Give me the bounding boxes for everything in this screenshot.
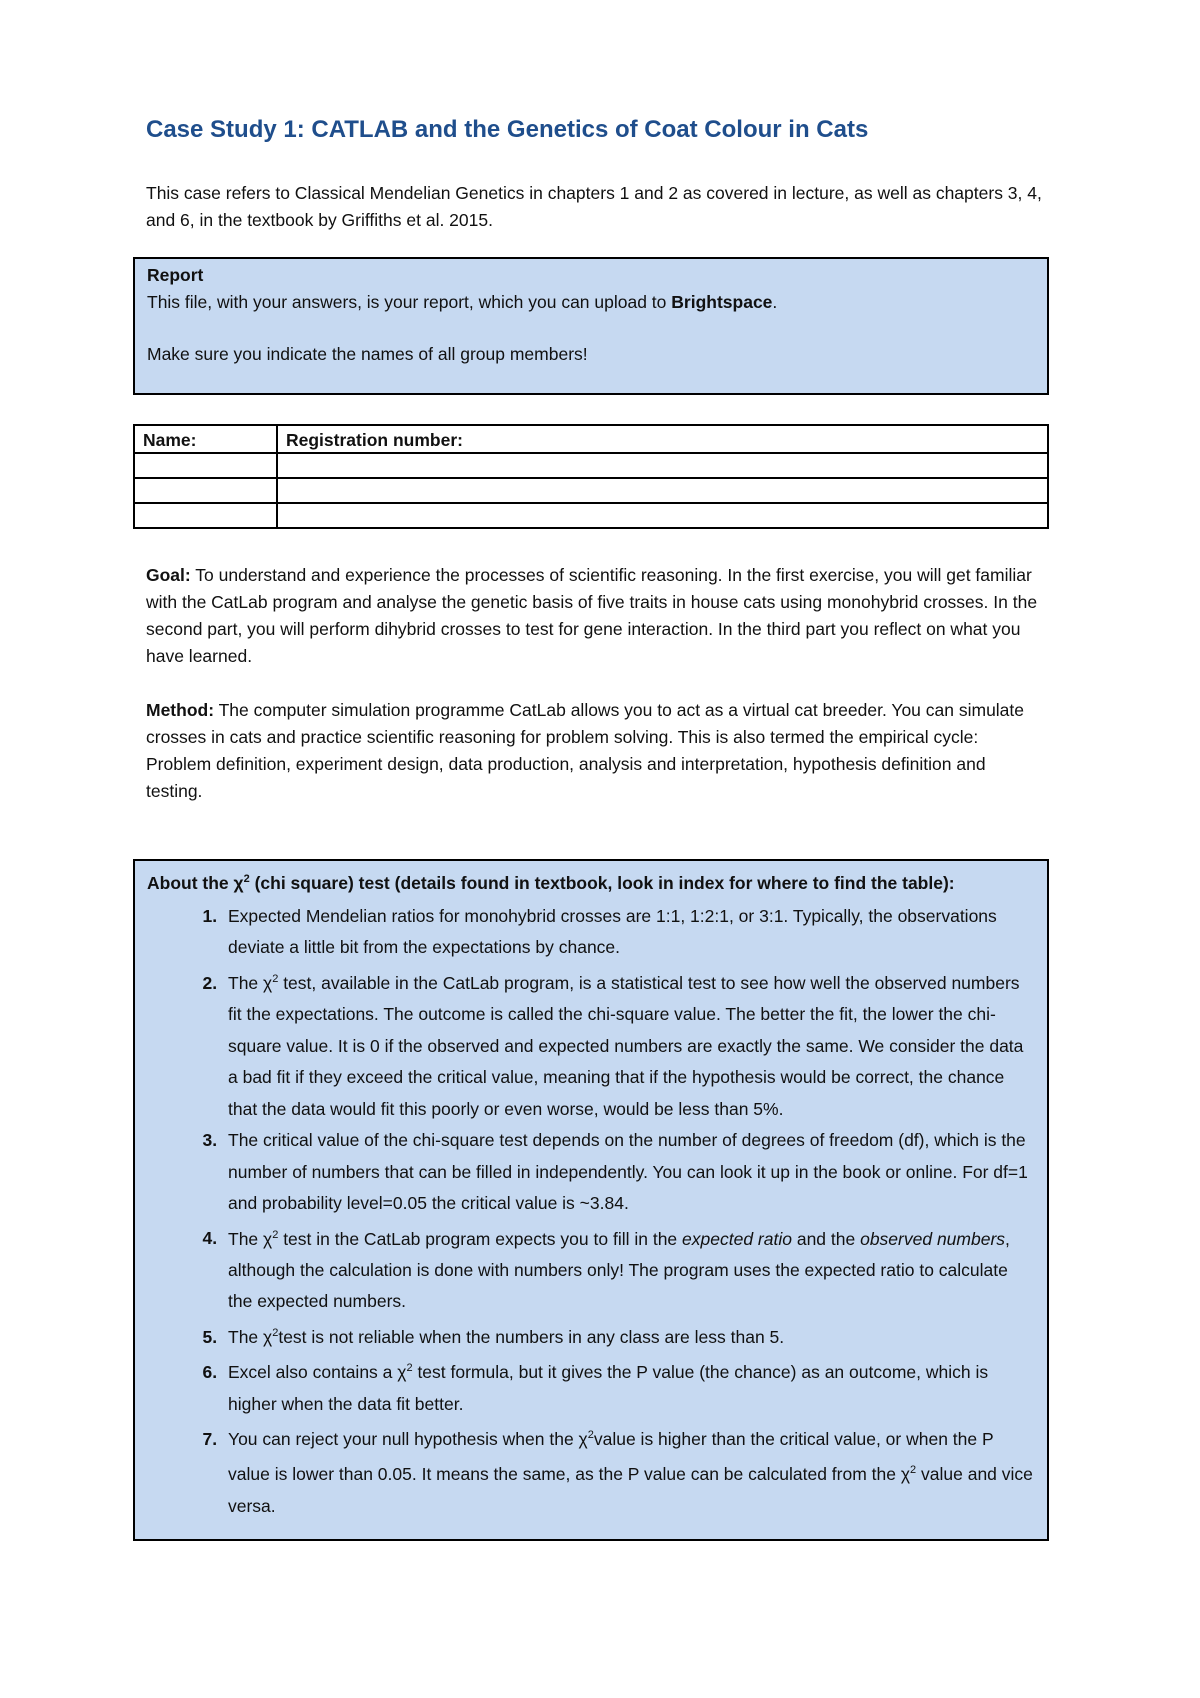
- chi-square-box: [133, 859, 1049, 1541]
- table-row: [134, 503, 1048, 528]
- names-table: [133, 424, 1049, 529]
- registration-cell[interactable]: [277, 453, 1048, 478]
- name-cell[interactable]: [134, 478, 277, 503]
- name-cell[interactable]: [134, 503, 277, 528]
- registration-column-header: Registration number:: [277, 425, 1048, 453]
- list-item: 3. The critical value of the chi-square test depends on the number of degrees of freedom (df), which is the number of numbers that can be filled in independently. You can look it up in the book or online. For df=1 and probability level=0.05 the critical value is ~3.84.: [222, 1125, 1035, 1220]
- list-item: 5. The $\chi^2test$ is not reliable when the numbers in any class are less than 5.: [222, 1318, 1035, 1353]
- list-item: 1. Expected Mendelian ratios for monohybrid crosses are 1:1, 1:2:1, or 3:1. Typically, the observations deviate a little bit from the expectations by chance.: [222, 901, 1035, 964]
- report-heading: Report: [147, 265, 204, 285]
- list-item: 2. The $\chi^2$ test, available in the CatLab program, is a statistical test to see how well the observed numbers fit the expectations. The outcome is called the chi-square value. The better the fit, the lower the chi-square value. It is 0 if the observed and expected numbers are exactly the same. We consider the data a bad fit if they exceed the critical value, meaning that if the hypothesis would be correct, the chance that the data would fit this poorly or even worse, would be less than 5%.: [222, 964, 1035, 1125]
- chi-square-list: [147, 901, 1035, 1522]
- list-item: 4. The $\chi^2$ test in the CatLab program expects you to fill in the expected ratio and the observed numbers, although the calculation is done with numbers only! The program uses the expected ratio to calculate the expected numbers.: [222, 1220, 1035, 1318]
- report-line-1: This file, with your answers, is your report, which you can upload to Brightspace.: [147, 292, 778, 312]
- page-title: Case Study 1: CATLAB and the Genetics of Coat Colour in Cats: [146, 116, 869, 143]
- report-box: [133, 257, 1049, 395]
- method-paragraph: Method: The computer simulation programme CatLab allows you to act as a virtual cat breeder. You can simulate crosses in cats and practice scientific reasoning for problem solving. This is also termed the empirical cycle: Problem definition, experiment design, data production, analysis and interpretation, hypothesis definition and testing.: [146, 700, 1025, 801]
- table-row: [134, 453, 1048, 478]
- goal-paragraph: Goal: To understand and experience the processes of scientific reasoning. In the first exercise, you will get familiar with the CatLab program and analyse the genetic basis of five traits in house cats using monohybrid crosses. In the second part, you will perform dihybrid crosses to test for gene interaction. In the third part you reflect on what you have learned.: [146, 565, 1038, 666]
- registration-cell[interactable]: [277, 503, 1048, 528]
- name-cell[interactable]: [134, 453, 277, 478]
- intro-paragraph: This case refers to Classical Mendelian Genetics in chapters 1 and 2 as covered in lecture, as well as chapters 3, 4, and 6, in the textbook by Griffiths et al. 2015.: [146, 183, 1042, 230]
- table-row: [134, 478, 1048, 503]
- list-item: 6. Excel also contains a $\chi^2$ test formula, but it gives the P value (the chance) as an outcome, which is higher when the data fit better.: [222, 1353, 1035, 1420]
- name-column-header: Name:: [134, 425, 277, 453]
- report-line-2: Make sure you indicate the names of all group members!: [147, 344, 588, 364]
- list-item: 7. You can reject your null hypothesis when the $\chi^2value$ is higher than the critical value, or when the P value is lower than 0.05. It means the same, as the P value can be calculated from the $\chi^2$ value and vice versa.: [222, 1420, 1035, 1522]
- registration-cell[interactable]: [277, 478, 1048, 503]
- chi-square-heading: About the $\chi^2$ (chi square) test (details found in textbook, look in index for where to find the table):: [147, 872, 955, 893]
